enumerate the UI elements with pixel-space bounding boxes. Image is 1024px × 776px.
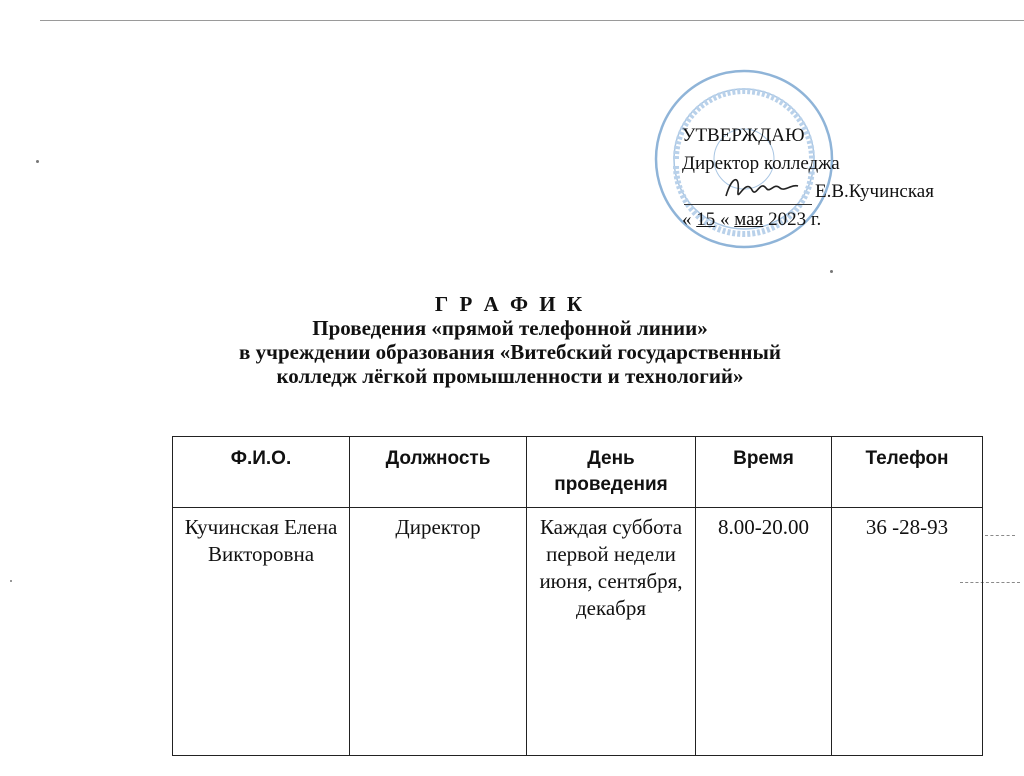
col-header-time: Время (696, 437, 832, 508)
approval-signer: Е.В.Кучинская (815, 181, 934, 202)
scan-speck (36, 160, 39, 163)
scan-dash (985, 535, 1015, 536)
approval-signer-row (682, 178, 982, 206)
date-prefix: « (682, 209, 692, 230)
title-line-3: колледж лёгкой промышленности и технологий» (276, 364, 744, 388)
col-header-phone: Телефон (832, 437, 983, 508)
approval-block (682, 122, 982, 234)
date-mid: « (720, 209, 730, 230)
col-header-position: Должность (350, 437, 527, 508)
cell-position: Директор (350, 508, 527, 756)
date-day: 15 (696, 209, 716, 230)
scan-speck (830, 270, 833, 273)
cell-day: Каждая суббота первой недели июня, сентября, декабря (527, 508, 696, 756)
date-year: 2023 г. (768, 209, 822, 230)
document-title (150, 292, 870, 388)
scan-edge-line (40, 20, 1024, 21)
table-row (173, 508, 983, 756)
schedule-table (172, 436, 983, 756)
title-line-2: в учреждении образования «Витебский государственный (239, 340, 781, 364)
date-month: мая (734, 209, 764, 230)
approval-position: Директор колледжа (682, 153, 840, 174)
title-line-1: Проведения «прямой телефонной линии» (312, 316, 708, 340)
cell-fio: Кучинская Елена Викторовна (173, 508, 350, 756)
title-heading: Г Р А Ф И К (434, 292, 586, 316)
cell-phone: 36 -28-93 (832, 508, 983, 756)
cell-time: 8.00-20.00 (696, 508, 832, 756)
table-header-row (173, 437, 983, 508)
col-header-fio: Ф.И.О. (173, 437, 350, 508)
approval-date (682, 206, 982, 234)
signature-line (684, 204, 812, 205)
approval-heading: УТВЕРЖДАЮ (682, 125, 805, 146)
col-header-day: День проведения (527, 437, 696, 508)
scan-speck (10, 580, 12, 582)
